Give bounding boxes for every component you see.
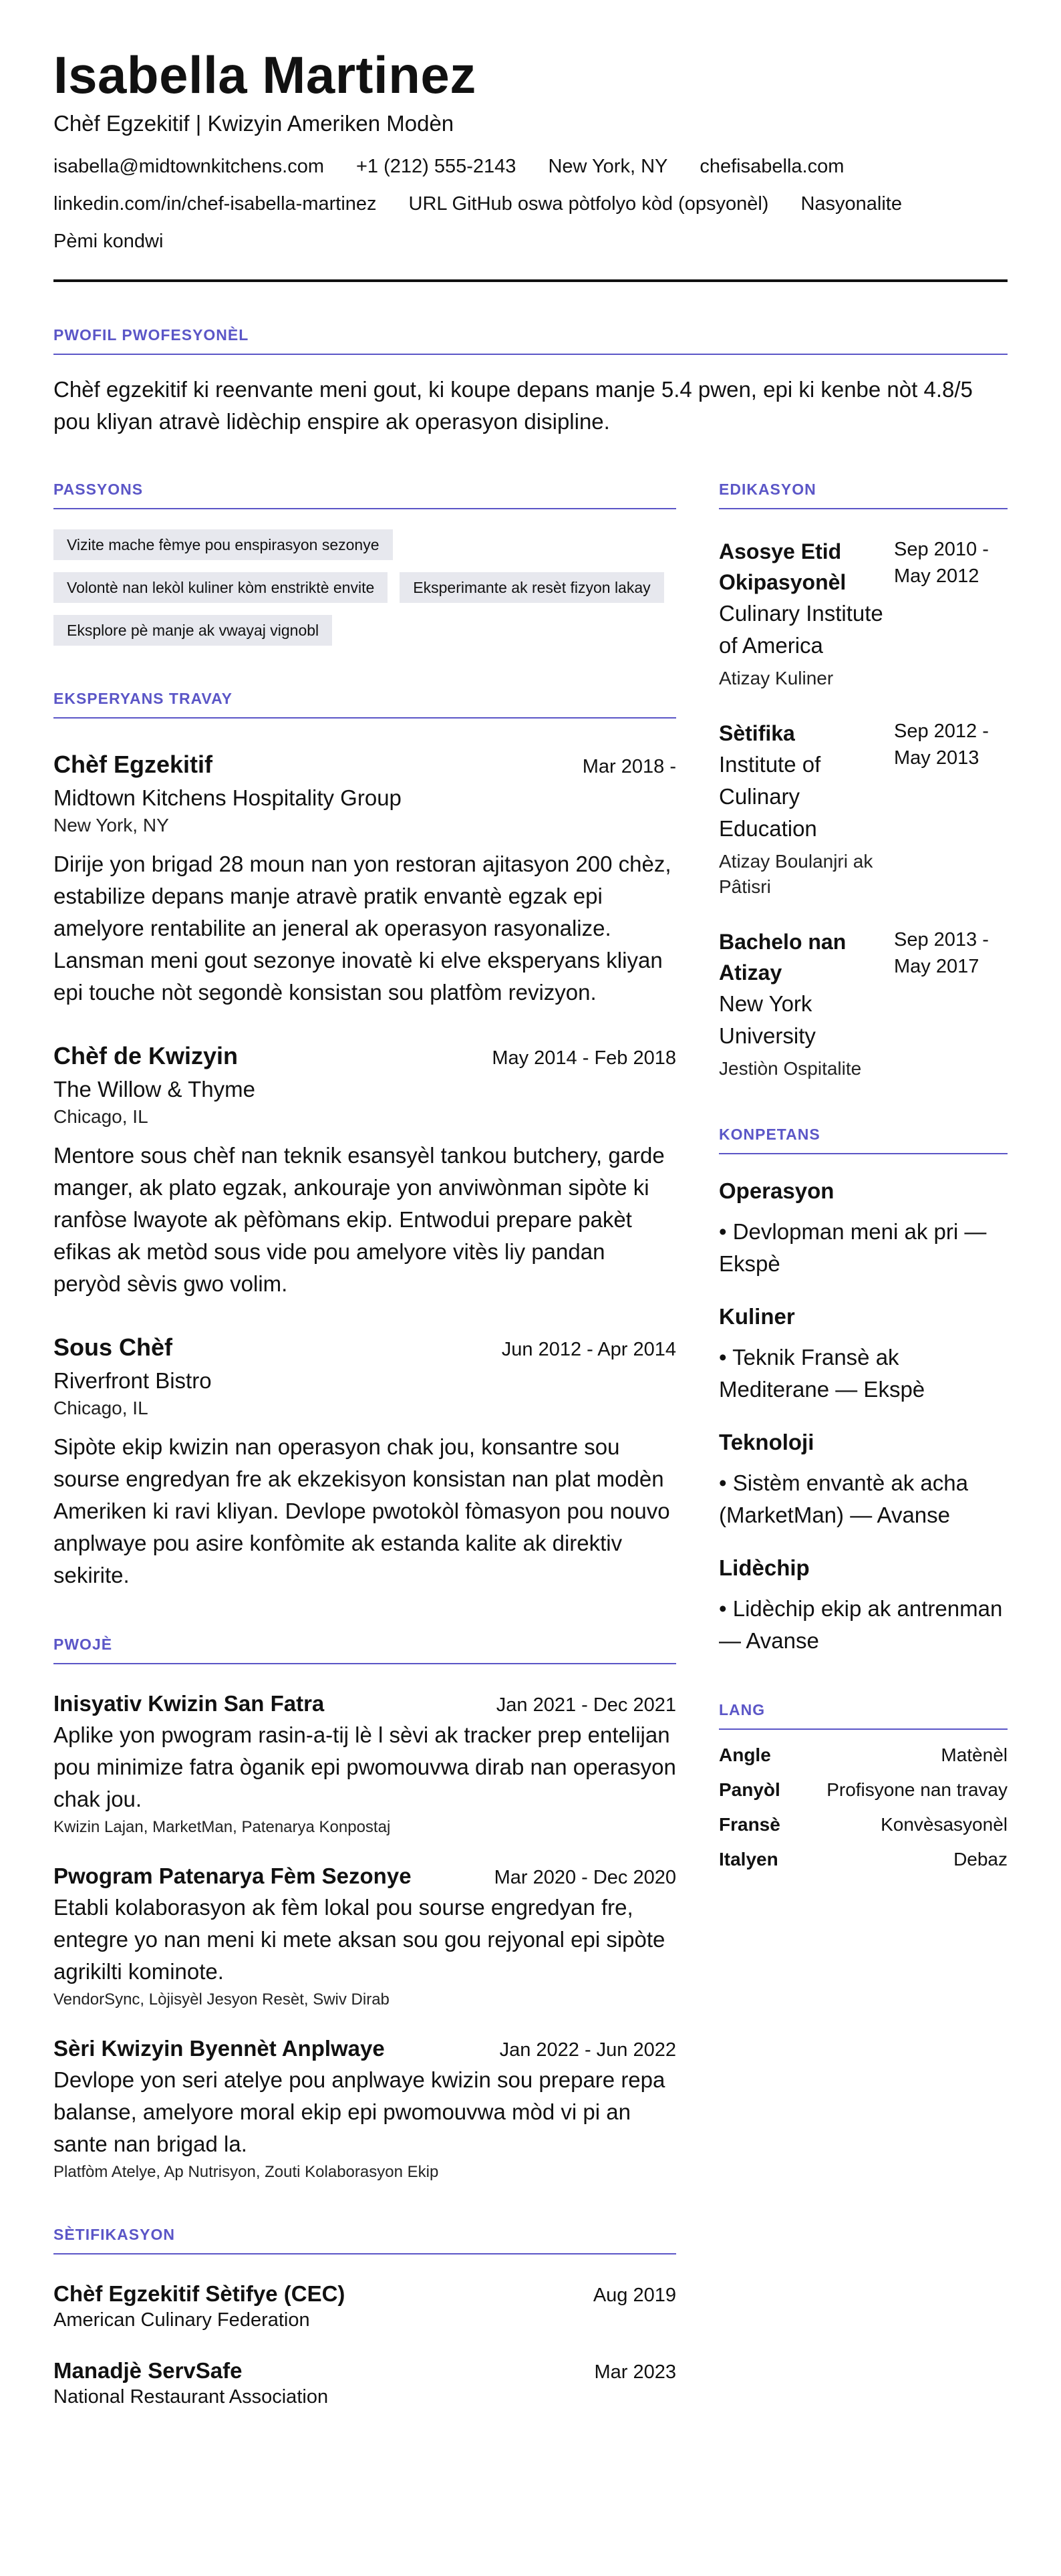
project-tech: Platfòm Atelye, Ap Nutrisyon, Zouti Kolaborasyon Ekip — [53, 2162, 439, 2181]
language-row — [719, 1849, 1008, 1870]
skill-group — [719, 1555, 1008, 1657]
job-description: Sipòte ekip kwizin nan operasyon chak jou, konsantre sou sourse engredyan fre ak ekzekisyon konsistan nan plat modèn Ameriken ki ravi kliyan. Devlope pwotokòl fòmasyon pou nouvo anplwaye pou asire konfòmite ak estanda kalite ak direktiv sekirite. — [53, 1434, 670, 1587]
job-company: The Willow & Thyme — [53, 1076, 255, 1102]
job-entry — [53, 1042, 676, 1300]
contact-list — [53, 155, 922, 253]
language-row — [719, 1814, 1008, 1835]
skill-group — [719, 1304, 1008, 1406]
project-entry — [53, 1691, 676, 1837]
summary-section — [53, 326, 1008, 438]
contact-email[interactable]: isabella@midtownkitchens.com — [53, 155, 324, 177]
education-date: Sep 2012 - May 2013 — [894, 720, 989, 769]
job-entry — [53, 751, 676, 1009]
education-date: Sep 2010 - May 2012 — [894, 538, 989, 587]
education-degree: Bachelo nan Atizay — [719, 929, 847, 985]
passion-tags — [53, 529, 676, 646]
skill-category: Operasyon — [719, 1178, 835, 1203]
summary-heading: PWOFIL PWOFESYONÈL — [53, 326, 1008, 355]
skill-group — [719, 1178, 1008, 1280]
resume-page — [53, 47, 1008, 2408]
job-date: Jun 2012 - Apr 2014 — [501, 1338, 676, 1360]
projects-section — [53, 1636, 676, 2182]
job-date: Mar 2018 - — [582, 755, 676, 777]
languages-heading: LANG — [719, 1701, 1008, 1730]
right-column — [719, 481, 1008, 1870]
education-entry — [719, 718, 1008, 900]
contact-location: New York, NY — [548, 155, 668, 177]
project-title: Sèri Kwizyin Byennèt Anplwaye — [53, 2035, 385, 2061]
passion-tag: Eksperimante ak resèt fizyon lakay — [400, 572, 663, 603]
language-name: Italyen — [719, 1848, 778, 1870]
education-section — [719, 481, 1008, 1081]
education-school: Institute of Culinary Education — [719, 751, 821, 841]
project-date: Jan 2022 - Jun 2022 — [499, 2039, 676, 2061]
language-name: Fransè — [719, 1813, 780, 1835]
skill-category: Kuliner — [719, 1303, 795, 1329]
project-entry — [53, 1863, 676, 2009]
education-field: Jestiòn Ospitalite — [719, 1057, 862, 1079]
project-description: Aplike yon pwogram rasin-a-tij lè l sèvi ak tracker prep entelijan pou minimize fatra òganik epi pwomouvwa dirab nan operasyon chak jou. — [53, 1722, 676, 1811]
candidate-title: Chèf Egzekitif | Kwizyin Ameriken Modèn — [53, 110, 454, 136]
two-column-body — [53, 481, 1008, 2408]
job-title: Chèf Egzekitif — [53, 750, 213, 778]
education-school: Culinary Institute of America — [719, 600, 883, 658]
projects-heading: PWOJÈ — [53, 1636, 676, 1664]
skill-item: • Devlopman meni ak pri — Ekspè — [719, 1218, 987, 1276]
project-date: Jan 2021 - Dec 2021 — [496, 1694, 676, 1716]
job-location: New York, NY — [53, 814, 169, 835]
education-date: Sep 2013 - May 2017 — [894, 928, 989, 977]
passions-section — [53, 481, 676, 646]
contact-github[interactable]: URL GitHub oswa pòtfolyo kòd (opsyonèl) — [408, 192, 769, 215]
certifications-section — [53, 2226, 676, 2408]
education-entry — [719, 536, 1008, 691]
language-row — [719, 1745, 1008, 1766]
contact-phone[interactable]: +1 (212) 555-2143 — [356, 155, 516, 177]
cert-date: Aug 2019 — [593, 2284, 676, 2306]
cert-date: Mar 2023 — [594, 2361, 676, 2383]
contact-linkedin[interactable]: linkedin.com/in/chef-isabella-martinez — [53, 192, 377, 215]
education-field: Atizay Kuliner — [719, 667, 834, 688]
project-description: Devlope yon seri atelye pou anplwaye kwizin sou prepare repa balanse, amelyore moral ekip epi pwomouvwa mòd vi pi an sante nan brigad la. — [53, 2067, 665, 2156]
project-tech: VendorSync, Lòjisyèl Jesyon Resèt, Swiv Dirab — [53, 1990, 390, 2009]
cert-title: Manadjè ServSafe — [53, 2357, 243, 2383]
passions-heading: PASSYONS — [53, 481, 676, 509]
language-level: Profisyone nan travay — [826, 1779, 1008, 1800]
project-title: Inisyativ Kwizin San Fatra — [53, 1690, 325, 1716]
language-name: Angle — [719, 1744, 771, 1765]
language-level: Matènèl — [941, 1744, 1008, 1765]
job-title: Sous Chèf — [53, 1333, 173, 1361]
contact-driving-license: Pèmi kondwi — [53, 230, 164, 252]
job-location: Chicago, IL — [53, 1397, 148, 1418]
education-degree: Sètifika — [719, 721, 795, 745]
cert-org: National Restaurant Association — [53, 2386, 329, 2408]
job-date: May 2014 - Feb 2018 — [492, 1047, 676, 1069]
header-divider — [53, 279, 1008, 282]
resume-header — [53, 47, 1008, 282]
passion-tag: Volontè nan lekòl kuliner kòm enstriktè envite — [53, 572, 388, 603]
job-location: Chicago, IL — [53, 1106, 148, 1127]
language-name: Panyòl — [719, 1779, 780, 1800]
language-level: Konvèsasyonèl — [881, 1813, 1008, 1835]
cert-entry — [53, 2281, 676, 2331]
skill-item: • Lidèchip ekip ak antrenman — Avanse — [719, 1595, 1003, 1653]
skill-category: Teknoloji — [719, 1429, 814, 1454]
language-level: Debaz — [953, 1848, 1008, 1870]
cert-entry — [53, 2358, 676, 2408]
cert-title: Chèf Egzekitif Sètifye (CEC) — [53, 2281, 345, 2306]
experience-heading: EKSPERYANS TRAVAY — [53, 690, 676, 719]
job-company: Riverfront Bistro — [53, 1368, 212, 1393]
education-entry — [719, 926, 1008, 1081]
education-school: New York University — [719, 991, 816, 1048]
job-company: Midtown Kitchens Hospitality Group — [53, 785, 402, 810]
skill-group — [719, 1430, 1008, 1531]
contact-nationality: Nasyonalite — [800, 192, 902, 215]
candidate-name: Isabella Martinez — [53, 45, 476, 104]
job-description: Dirije yon brigad 28 moun nan yon restoran ajitasyon 200 chèz, estabilize depans manje atravè pratik envantè egzak epi amelyore rentabilite an jeneral ak operasyon rasyonalize. Lansman meni gout sezonye inovatè ki elve eksperyans kliyan epi touche nòt segondè konsistan sou platfòm revizyon. — [53, 851, 671, 1005]
job-description: Mentore sous chèf nan teknik esansyèl tankou butchery, garde manger, ak plato egzak, ankouraje yon anviwònman sipòte ki ranfòse lwayote ak pèfòmans ekip. Entwodui prepare pakèt efikas ak metòd sous vide pou amelyore vitès liy pandan peryòd sèvis gwo volim. — [53, 1142, 665, 1296]
education-heading: EDIKASYON — [719, 481, 1008, 509]
project-title: Pwogram Patenarya Fèm Sezonye — [53, 1863, 412, 1888]
project-date: Mar 2020 - Dec 2020 — [494, 1866, 676, 1888]
passion-tag: Eksplore pè manje ak vwayaj vignobl — [53, 615, 332, 646]
skill-category: Lidèchip — [719, 1555, 810, 1580]
education-field: Atizay Boulanjri ak Pâtisri — [719, 850, 873, 897]
summary-text: Chèf egzekitif ki reenvante meni gout, ki koupe depans manje 5.4 pwen, epi ki kenbe nòt 4.8/5 pou kliyan atravè lidèchip enspire ak operasyon disipline. — [53, 376, 973, 434]
experience-section — [53, 690, 676, 1591]
skill-item: • Sistèm envantè ak acha (MarketMan) — Avanse — [719, 1470, 968, 1527]
languages-section — [719, 1701, 1008, 1870]
skill-item: • Teknik Fransè ak Mediterane — Ekspè — [719, 1344, 925, 1402]
education-degree: Asosye Etid Okipasyonèl — [719, 539, 847, 594]
cert-org: American Culinary Federation — [53, 2309, 310, 2331]
project-entry — [53, 2036, 676, 2182]
contact-website[interactable]: chefisabella.com — [700, 155, 845, 177]
skills-section — [719, 1126, 1008, 1657]
job-entry — [53, 1333, 676, 1591]
skills-heading: KONPETANS — [719, 1126, 1008, 1154]
project-description: Etabli kolaborasyon ak fèm lokal pou sourse engredyan fre, entegre yo nan meni ki mete aksan sou gou rejyonal epi sipòte agrikilti kominote. — [53, 1894, 665, 1984]
left-column — [53, 481, 676, 2408]
job-title: Chèf de Kwizyin — [53, 1041, 239, 1069]
passion-tag: Vizite mache fèmye pou enspirasyon sezonye — [53, 529, 393, 560]
project-tech: Kwizin Lajan, MarketMan, Patenarya Konpostaj — [53, 1817, 391, 1836]
certifications-heading: SÈTIFIKASYON — [53, 2226, 676, 2255]
language-row — [719, 1779, 1008, 1801]
